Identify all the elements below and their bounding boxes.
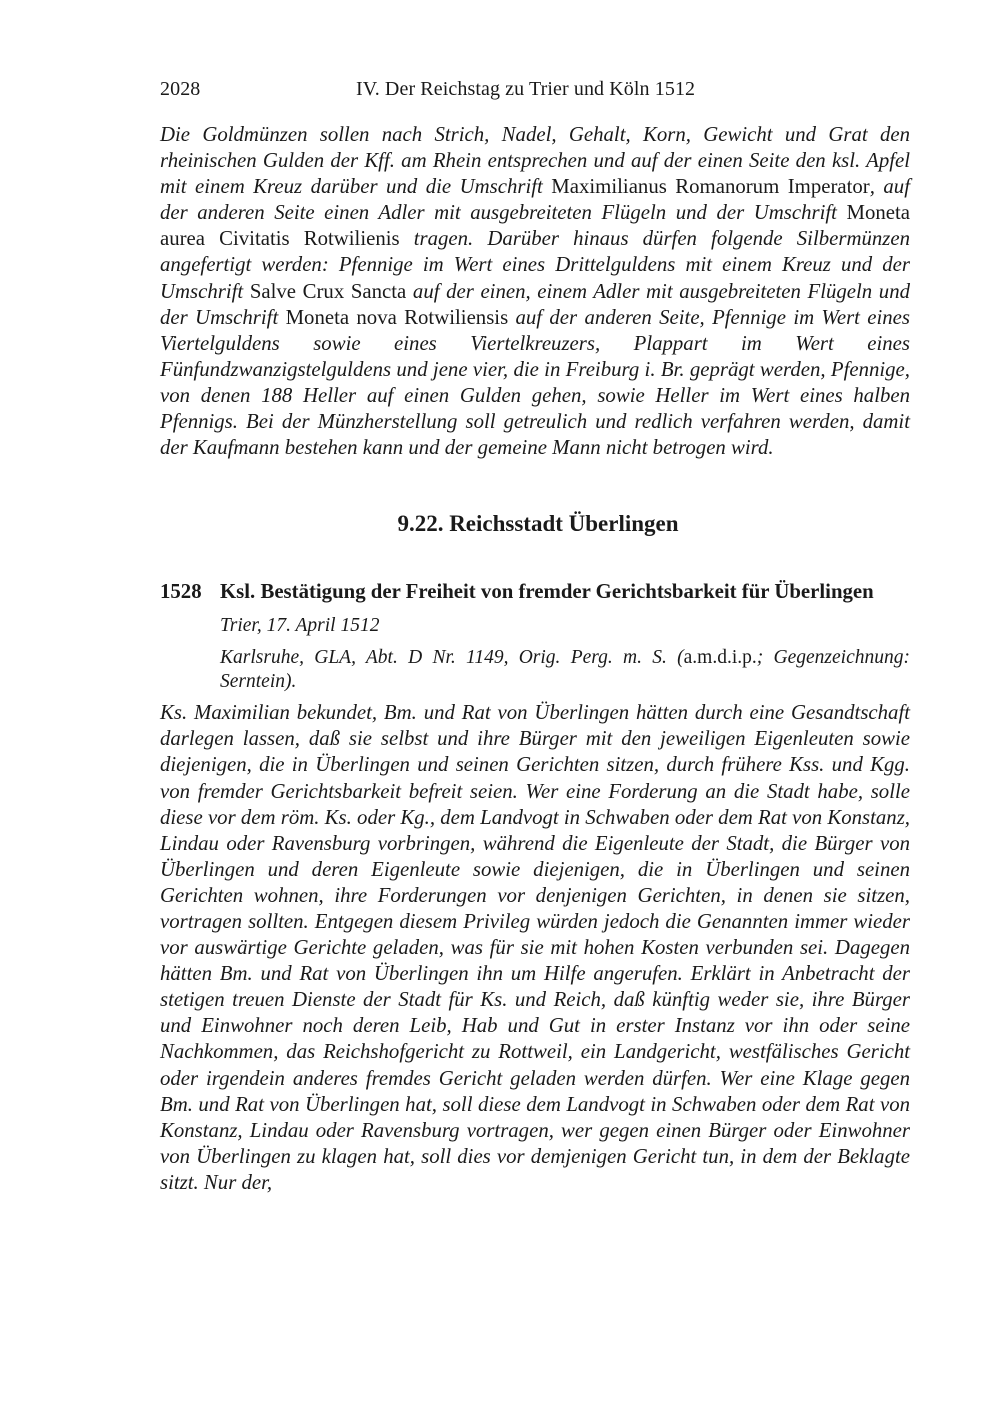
document-number: 1528 (160, 580, 202, 604)
intro-segment: tragen. Darüber hinaus dürfen folgende Silbermünzen angefertigt werden: Pfennige im Wert eines Drittelguldens mit einem Kreuz und der Umschrift (160, 227, 910, 303)
section-title: 9.22. Reichsstadt Überlingen (397, 511, 679, 537)
running-head (160, 78, 910, 108)
intro-segment: Maximilianus Romanorum Imperator (551, 175, 870, 199)
document-source (220, 646, 910, 694)
document-date: Trier, 17. April 1512 (220, 615, 380, 637)
source-segment: ; Gegenzeichnung: Serntein). (220, 647, 910, 693)
intro-segment: auf der anderen Seite, Pfennige im Wert eines Viertelguldens sowie eines Viertelkreuzers, Plappart im Wert eines Fünfundzwanzigstelguldens und jene vier, die in Freiburg i. Br. geprägt werden, Pfennige, von denen 188 Heller auf einen Gulden gehen, sowie Heller im Wert eines halben Pfennigs. Bei der Münzherstellung soll getreulich und redlich verfahren werden, damit der Kaufmann bestehen kann und der gemeine Mann nicht betrogen wird. (160, 305, 911, 460)
page (160, 78, 910, 1196)
source-segment: a.m.d.i.p. (683, 647, 757, 669)
intro-segment: Salve Crux Sancta (249, 279, 407, 303)
document-body-text: Ks. Maximilian bekundet, Bm. und Rat von Überlingen hätten durch eine Gesandtschaft darlegen lassen, daß sie selbst und ihre Bürger mit den jeweiligen Eigenleuten sowie diejenigen, die in Überlingen und seinen Gerichten sitzen, durch frühere Kss. und Kgg. von fremder Gerichtsbarkeit befreit seien. Wer eine Forderung an die Stadt habe, solle diese vor dem röm. Ks. oder Kg., dem Landvogt in Schwaben oder dem Rat von Konstanz, Lindau oder Ravensburg vorbringen, während die Eigenleute der Stadt, die Bürger von Überlingen und deren Eigenleute sowie diejenigen, die in Überlingen und seinen Gerichten wohnen, ihre Forderungen vor denjenigen Gerichten, in denen sie sitzen, vortragen sollten. Entgegen diesem Privileg würden jedoch die Genannten immer wieder vor auswärtige Gerichte geladen, was für sie mit hohen Kosten verbunden sei. Dagegen hätten Bm. und Rat von Überlingen ihn um Hilfe angerufen. Erklärt in Anbetracht der stetigen treuen Dienste der Stadt für Ks. und Reich, daß künftig weder sie, ihre Bürger und Einwohner noch deren Leib, Hab und Gut in erster Instanz vor ihn oder seine Nachkommen, das Reichshofgericht zu Rottweil, ein Landgericht, westfälisches Gericht oder irgendein anderes fremdes Gericht geladen werden dürfen. Wer eine Klage gegen Bm. und Rat von Überlingen hat, soll diese dem Landvogt in Schwaben oder dem Rat von Konstanz, Lindau oder Ravensburg vortragen, wer gegen einen Bürger oder Einwohner von Überlingen zu klagen hat, soll dies vor demjenigen Gericht tun, in dem der Beklagte sitzt. Nur der, (160, 701, 910, 1194)
document-title: Ksl. Bestätigung der Freiheit von fremder Gerichtsbarkeit für Überlingen (220, 580, 874, 604)
document-heading (160, 579, 910, 605)
page-number: 2028 (160, 78, 201, 100)
intro-segment: Moneta nova Rotwiliensis (285, 305, 509, 329)
running-title: IV. Der Reichstag zu Trier und Köln 1512 (356, 78, 696, 100)
intro-segment: auf der einen, einem Adler mit ausgebreiteten Flügeln und der Umschrift (160, 279, 911, 329)
intro-segment: Die Goldmünzen sollen nach Strich, Nadel, Gehalt, Korn, Gewicht und Grat den rheinischen Gulden der Kff. am Rhein entsprechen und auf der einen Seite den ksl. Apfel mit einem Kreuz darüber und die Umschrift (160, 123, 910, 199)
document-body (160, 700, 910, 1196)
intro-paragraph (160, 122, 910, 461)
source-segment: Karlsruhe, GLA, Abt. D Nr. 1149, Orig. Perg. m. S. ( (220, 647, 684, 669)
intro-segment: , auf der anderen Seite einen Adler mit ausgebreiteten Flügeln und der Umschrift (160, 175, 910, 225)
intro-segment: Moneta aurea Civitatis Rotwilienis (160, 201, 910, 251)
